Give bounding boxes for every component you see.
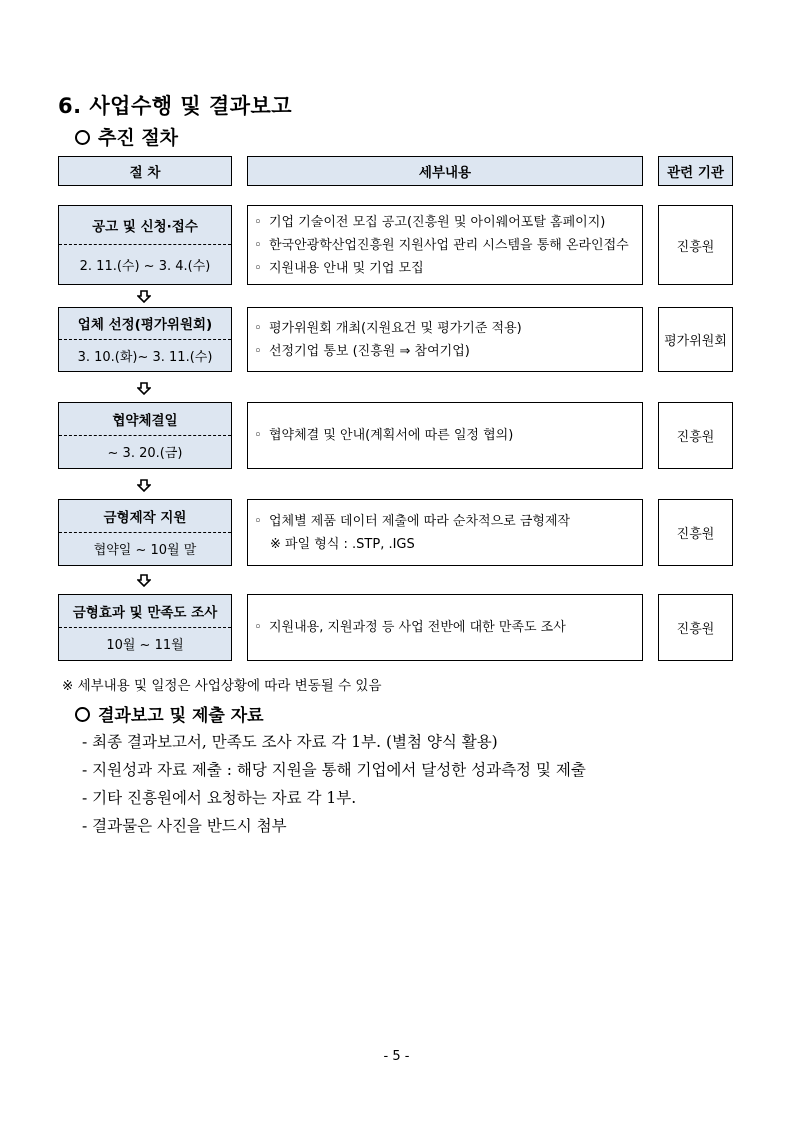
step-date: 2. 11.(수) ~ 3. 4.(수)	[79, 259, 211, 274]
subsection-title-text: 추진 절차	[98, 127, 179, 149]
bullet-icon: ◦	[254, 343, 262, 359]
step-org: 평가위원회	[658, 307, 733, 372]
bullet-icon: ◦	[254, 513, 262, 529]
step-date: 협약일 ~ 10월 말	[93, 543, 197, 559]
step-detail	[247, 499, 643, 566]
report-item: - 최종 결과보고서, 만족도 조사 자료 각 1부. (별첨 양식 활용)	[82, 733, 498, 751]
file-format-note: ※ 파일 형식 : .STP, .IGS	[270, 536, 415, 552]
down-arrow-icon	[137, 574, 151, 587]
detail-text: 업체별 제품 데이터 제출에 따라 순차적으로 금형제작	[269, 513, 571, 529]
step-date: ~ 3. 20.(금)	[107, 446, 183, 462]
detail-text: 지원내용, 지원과정 등 사업 전반에 대한 만족도 조사	[269, 620, 566, 635]
schedule-note: ※ 세부내용 및 일정은 사업상황에 따라 변동될 수 있음	[62, 678, 382, 694]
down-arrow-icon	[137, 290, 151, 303]
step-title: 업체 선정(평가위원회)	[59, 308, 231, 340]
circle-bullet-icon	[75, 707, 90, 722]
circle-bullet-icon	[75, 130, 90, 145]
header-detail: 세부내용	[247, 156, 643, 186]
step-detail	[247, 205, 643, 285]
detail-line	[254, 424, 642, 447]
detail-text: 평가위원회 개최(지원요건 및 평가기준 적용)	[269, 320, 522, 336]
section-title: 6. 사업수행 및 결과보고	[58, 94, 293, 118]
step-org: 진흥원	[658, 205, 733, 285]
step-date: 3. 10.(화)~ 3. 11.(수)	[77, 349, 213, 365]
detail-text: 협약체결 및 안내(계획서에 따른 일정 협의)	[269, 428, 514, 443]
step-org: 진흥원	[658, 594, 733, 661]
subsection-title	[75, 123, 178, 150]
detail-line	[254, 257, 642, 280]
step-box	[58, 402, 232, 469]
detail-text: 선정기업 통보 (진흥원 ⇒ 참여기업)	[269, 343, 470, 359]
step-org: 진흥원	[658, 499, 733, 566]
page-number: - 5 -	[383, 1049, 410, 1064]
report-item: - 결과물은 사진을 반드시 첨부	[82, 817, 287, 835]
detail-line	[254, 211, 642, 234]
report-item: - 지원성과 자료 제출 : 해당 지원을 통해 기업에서 달성한 성과측정 및 제출	[82, 761, 586, 779]
detail-line	[254, 340, 642, 363]
detail-line	[254, 234, 642, 257]
step-box	[58, 499, 232, 566]
down-arrow-icon	[137, 382, 151, 395]
bullet-icon: ◦	[254, 237, 262, 253]
bullet-icon: ◦	[254, 260, 262, 276]
step-detail	[247, 594, 643, 661]
step-title: 공고 및 신청·접수	[59, 206, 231, 245]
step-detail	[247, 402, 643, 469]
detail-line	[254, 317, 642, 340]
down-arrow-icon	[137, 479, 151, 492]
detail-line	[254, 616, 642, 639]
step-box	[58, 307, 232, 372]
step-date: 10월 ~ 11월	[106, 638, 184, 654]
step-title: 협약체결일	[59, 403, 231, 436]
detail-text: 한국안광학산업진흥원 지원사업 관리 시스템을 통해 온라인접수	[269, 237, 629, 253]
bullet-icon: ◦	[254, 620, 262, 635]
detail-text: 지원내용 안내 및 기업 모집	[269, 260, 424, 276]
report-item: - 기타 진흥원에서 요청하는 자료 각 1부.	[82, 789, 357, 807]
report-title	[75, 701, 264, 726]
report-title-text: 결과보고 및 제출 자료	[98, 706, 264, 726]
header-org: 관련 기관	[658, 156, 733, 186]
header-step: 절 차	[58, 156, 232, 186]
step-box	[58, 205, 232, 285]
step-title: 금형제작 지원	[59, 500, 231, 533]
bullet-icon: ◦	[254, 428, 262, 443]
step-title: 금형효과 및 만족도 조사	[59, 595, 231, 628]
step-detail	[247, 307, 643, 372]
detail-text: 기업 기술이전 모집 공고(진흥원 및 아이웨어포탈 홈페이지)	[269, 214, 606, 230]
bullet-icon: ◦	[254, 214, 262, 230]
detail-line	[254, 510, 642, 533]
step-org: 진흥원	[658, 402, 733, 469]
bullet-icon: ◦	[254, 320, 262, 336]
step-box	[58, 594, 232, 661]
